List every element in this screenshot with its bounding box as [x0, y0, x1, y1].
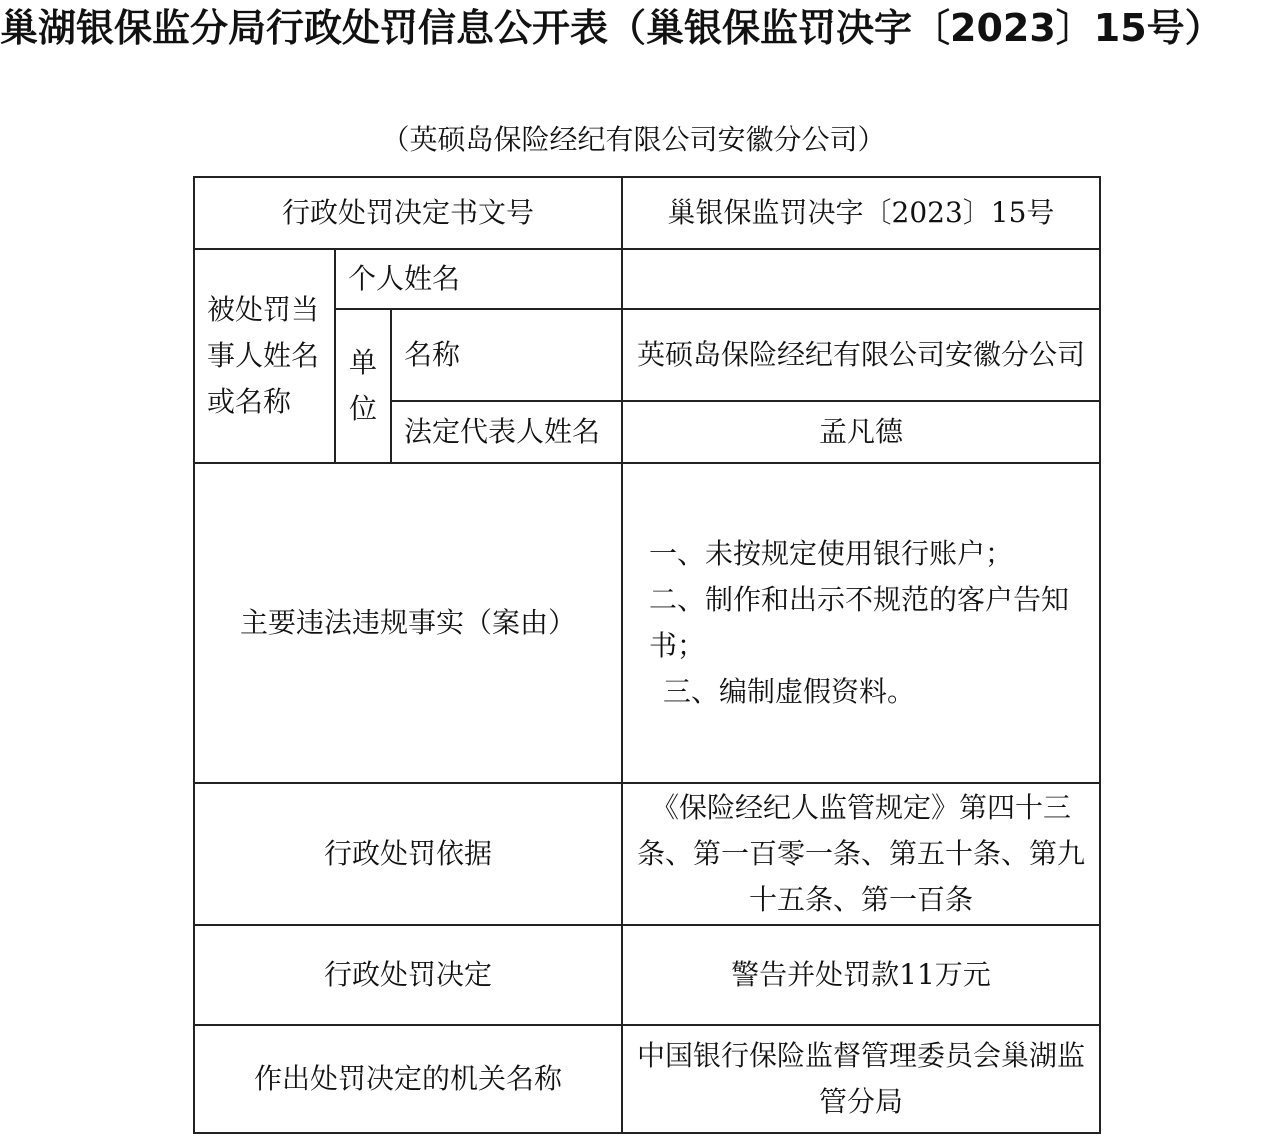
- fact-item: 一、未按规定使用银行账户；: [649, 537, 1014, 570]
- doc-no-value: 巢银保监罚决字〔2023〕15号: [622, 177, 1100, 249]
- page-title: 巢湖银保监分局行政处罚信息公开表（巢银保监罚决字〔2023〕15号）: [0, 6, 1223, 50]
- unit-name-label: 名称: [391, 309, 622, 401]
- doc-no-label: 行政处罚决定书文号: [194, 177, 622, 249]
- facts-label: 主要违法违规事实（案由）: [194, 463, 622, 783]
- decision-label: 行政处罚决定: [194, 925, 622, 1025]
- fact-item: 二、制作和出示不规范的客户告知书；: [649, 583, 1070, 662]
- legal-rep-value: 孟凡德: [622, 401, 1100, 463]
- legal-rep-label: 法定代表人姓名: [391, 401, 622, 463]
- table-row: [194, 783, 1100, 925]
- unit-label: 单位: [335, 309, 391, 463]
- table-row: [194, 249, 1100, 309]
- table-row: [194, 925, 1100, 1025]
- subtitle: （英硕岛保险经纪有限公司安徽分公司）: [381, 123, 886, 156]
- table-row: [194, 463, 1100, 783]
- basis-label: 行政处罚依据: [194, 783, 622, 925]
- penalty-info-table: [193, 176, 1101, 1134]
- fact-item: 三、编制虚假资料。: [663, 675, 916, 708]
- authority-value: 中国银行保险监督管理委员会巢湖监管分局: [622, 1025, 1100, 1133]
- person-name-value: [622, 249, 1100, 309]
- basis-value: 《保险经纪人监管规定》第四十三条、第一百零一条、第五十条、第九十五条、第一百条: [622, 783, 1100, 925]
- person-name-label: 个人姓名: [335, 249, 622, 309]
- table-row: [194, 177, 1100, 249]
- decision-value: 警告并处罚款11万元: [622, 925, 1100, 1025]
- table-row: [194, 1025, 1100, 1133]
- facts-value: [622, 463, 1100, 783]
- unit-name-value: 英硕岛保险经纪有限公司安徽分公司: [622, 309, 1100, 401]
- authority-label: 作出处罚决定的机关名称: [194, 1025, 622, 1133]
- party-label: 被处罚当事人姓名或名称: [194, 249, 335, 463]
